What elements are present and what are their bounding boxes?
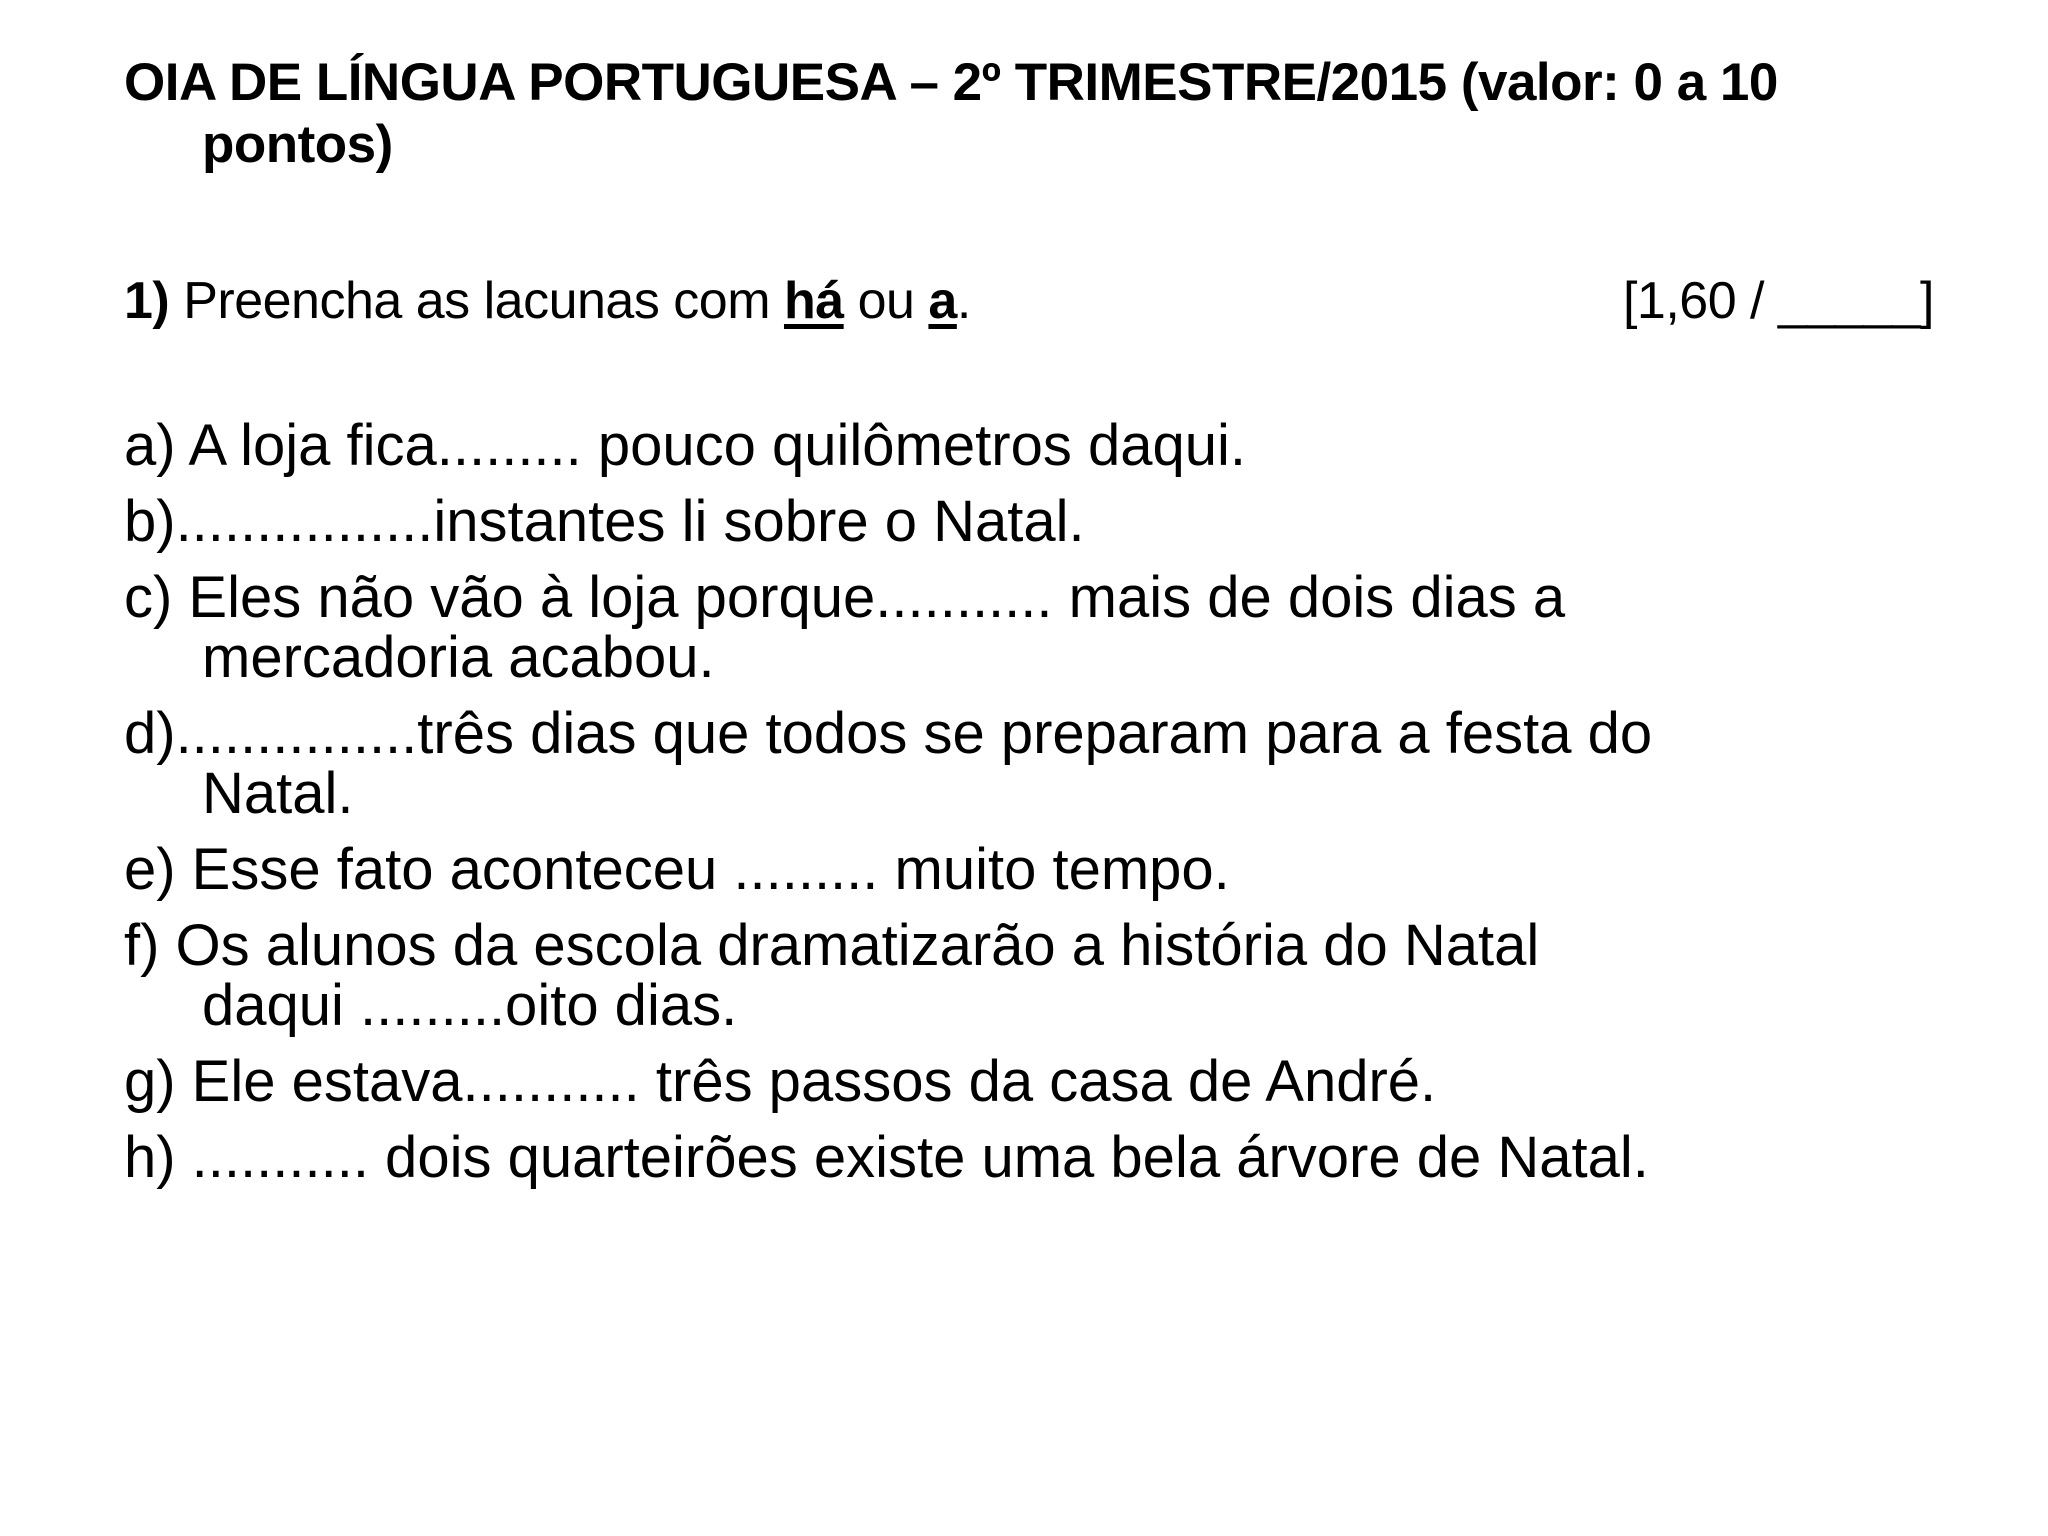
exercise-item-h [124, 1125, 1924, 1190]
item-text: c) Eles não vão à loja porque........... mais de dois dias a [124, 565, 1566, 630]
option-ha: há [783, 272, 844, 330]
exercise-item-d [124, 701, 1924, 826]
exercise-item-b [124, 489, 1924, 554]
item-text-continuation: mercadoria acabou. [202, 625, 715, 690]
question-text-between: ou [843, 272, 929, 330]
item-text-continuation: daqui .........oito dias. [202, 973, 738, 1038]
exercise-item-e [124, 837, 1924, 902]
exercise-items [124, 413, 1924, 1204]
exercise-item-c [124, 565, 1924, 690]
item-text: e) Esse fato aconteceu ......... muito tempo. [124, 837, 1230, 902]
item-text: g) Ele estava........... três passos da casa de André. [124, 1049, 1437, 1114]
item-text: h) ........... dois quarteirões existe uma bela árvore de Natal. [124, 1125, 1649, 1190]
item-text-continuation: Natal. [202, 761, 354, 826]
question-number: 1) [124, 272, 170, 330]
item-text: f) Os alunos da escola dramatizarão a história do Natal [124, 913, 1540, 978]
item-text: d)...............três dias que todos se preparam para a festa do [124, 701, 1653, 766]
title-line-1: OIA DE LÍNGUA PORTUGUESA – 2º TRIMESTRE/2015 (valor: 0 a 10 [124, 53, 1778, 112]
item-text: a) A loja fica......... pouco quilômetros daqui. [124, 413, 1246, 478]
exercise-item-a [124, 413, 1924, 478]
title-line-2: pontos) [202, 115, 393, 174]
item-text: b)................instantes li sobre o Natal. [124, 489, 1085, 554]
option-a: a [928, 272, 957, 330]
exercise-item-g [124, 1049, 1924, 1114]
exercise-item-f [124, 913, 1924, 1038]
question-1-header [124, 266, 1934, 336]
page-title [124, 52, 1924, 176]
question-score: [1,60 / _____] [1622, 272, 1934, 330]
question-text-before: Preencha as lacunas com [169, 272, 784, 330]
question-text-after: . [956, 272, 971, 330]
